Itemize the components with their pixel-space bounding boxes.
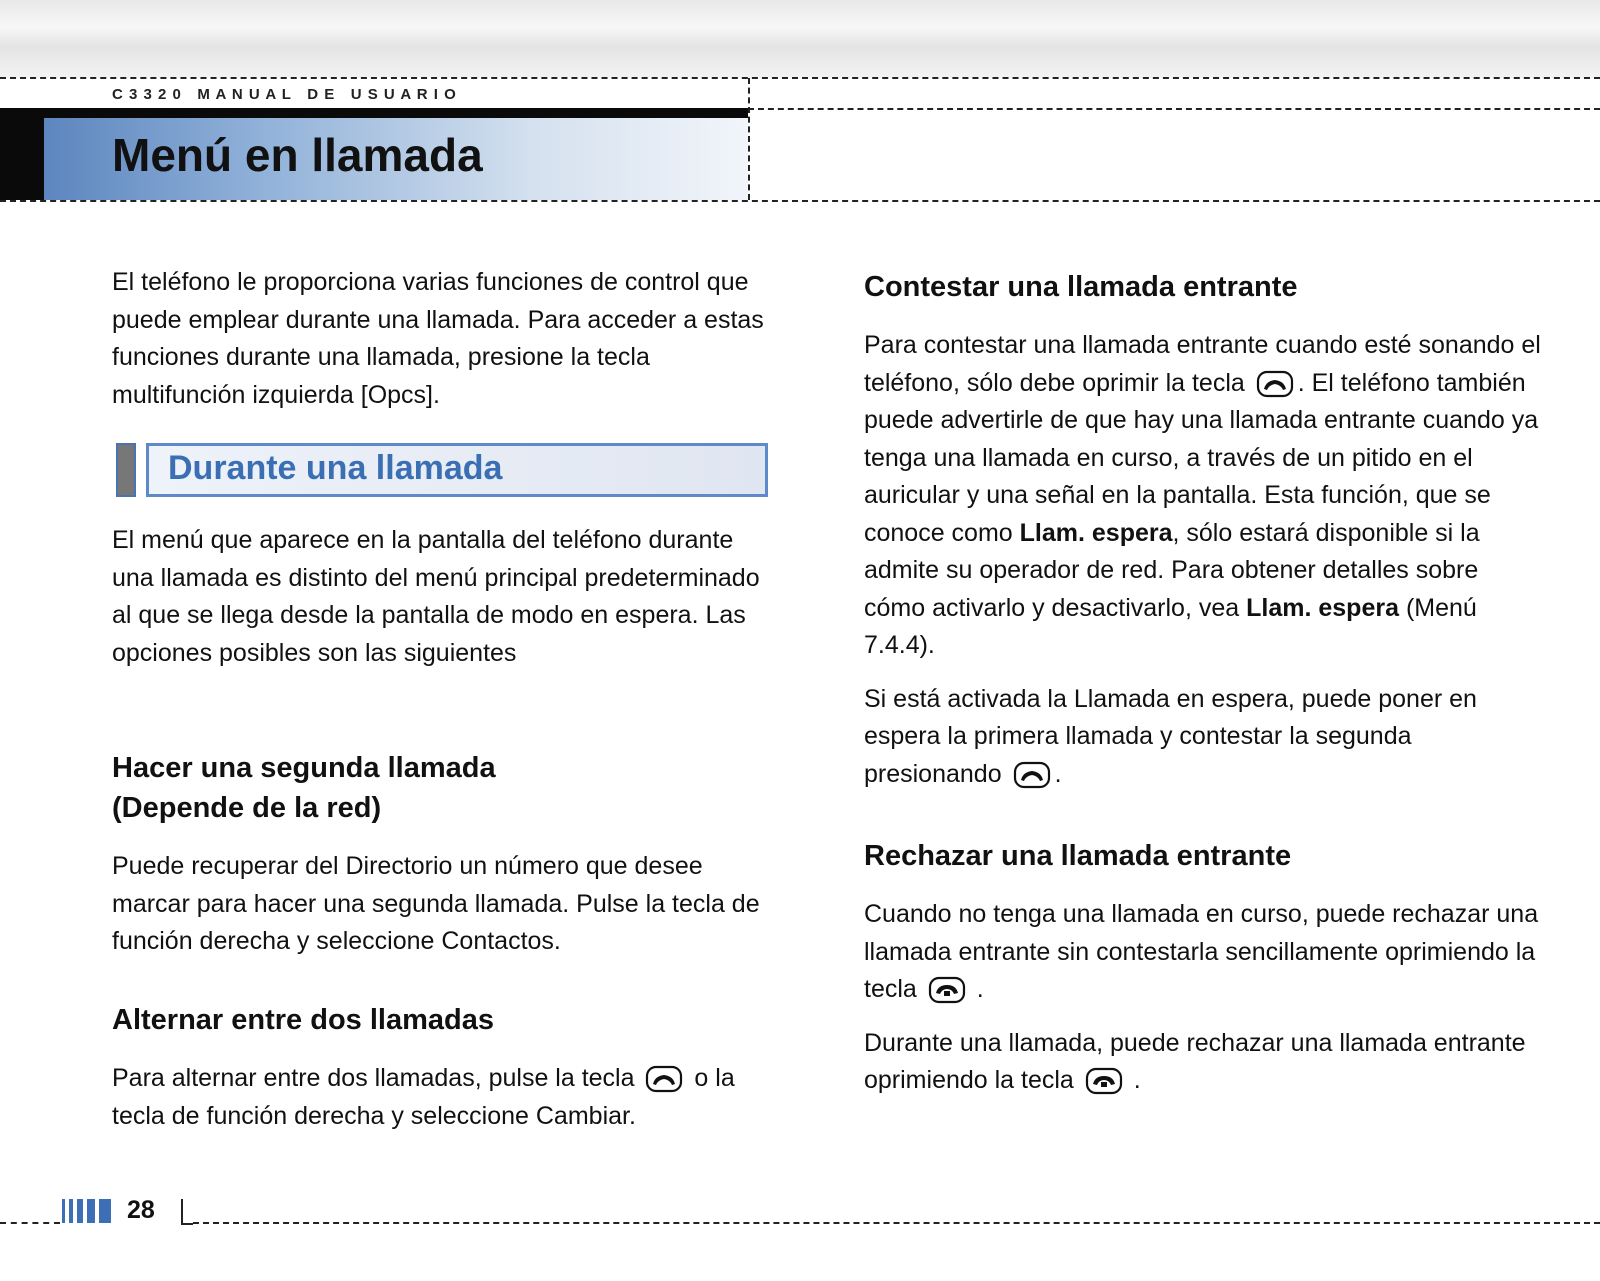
- answer-text-c: , sólo estará disponible si la admite su operador de red. Para obtener detalles sobre cómo activarlo y desactivarlo, vea: [864, 518, 1480, 622]
- answer-text-d: (Menú 7.4.4).: [864, 593, 1477, 659]
- reject-paragraph-1: [864, 896, 1544, 1009]
- header-dashed-line-bottom: [0, 200, 1600, 202]
- second-call-text: Puede recuperar del Directorio un número que desee marcar para hacer una segunda llamada. Pulse la tecla de función derecha y seleccione Contactos.: [112, 852, 760, 955]
- header-dashed-divider: [748, 78, 750, 200]
- heading-reject: Rechazar una llamada entrante: [864, 840, 1292, 872]
- answer-text-b: . El teléfono también puede advertirle de que hay una llamada entrante cuando ya tenga una llamada en curso, a través de un pitido en el auricular y una señal en la pantalla. Esta función, que se conoce como: [864, 368, 1539, 547]
- intro-text: El teléfono le proporciona varias funciones de control que puede emplear durante una llamada. Para acceder a estas funciones durante una llamada, presione la tecla multifunción izquierda [Opcs].: [112, 268, 764, 409]
- section-marker: [116, 443, 136, 497]
- heading-answer: Contestar una llamada entrante: [864, 271, 1298, 303]
- footer-bar: [87, 1199, 95, 1223]
- title-left-block: [0, 108, 44, 200]
- footer-bracket: [181, 1199, 193, 1225]
- footer-bar: [77, 1199, 83, 1223]
- switch-calls-text-b: o la tecla de función derecha y seleccione Cambiar.: [112, 1064, 735, 1130]
- section-body-text: El menú que aparece en la pantalla del teléfono durante una llamada es distinto del menú principal predeterminado al que se llega desde la pantalla de modo en espera. Las opciones posibles son las siguientes: [112, 526, 760, 667]
- heading-second-call: Hacer una segunda llamada: [112, 752, 496, 784]
- footer-bar: [69, 1199, 73, 1223]
- footer-dashed-line: [193, 1222, 1600, 1224]
- page-number: 28: [127, 1196, 155, 1224]
- header-band: [0, 0, 1600, 78]
- footer-bar: [99, 1199, 111, 1223]
- end-key-icon: [928, 975, 966, 1005]
- answer-p2-text-a: Si está activada la Llamada en espera, puede poner en espera la primera llamada y contestar la segunda presionando: [864, 684, 1477, 788]
- switch-calls-text-a: Para alternar entre dos llamadas, pulse la tecla: [112, 1064, 635, 1092]
- section-title: Durante una llamada: [168, 449, 503, 487]
- title-top-bar: [0, 108, 748, 118]
- answer-paragraph-1: [864, 327, 1544, 665]
- reject-p2-text-a: Durante una llamada, puede rechazar una llamada entrante oprimiendo la tecla: [864, 1028, 1526, 1094]
- second-call-block: [112, 748, 777, 961]
- page-title: Menú en llamada: [112, 129, 483, 181]
- reject-p2-text-b: .: [1133, 1066, 1141, 1094]
- answer-text-a: Para contestar una llamada entrante cuando esté sonando el teléfono, sólo debe oprimir la tecla: [864, 331, 1541, 397]
- reject-p1-text-b: .: [976, 975, 984, 1003]
- heading-second-call-note: (Depende de la red): [112, 792, 382, 824]
- answer-paragraph-2: [864, 681, 1544, 794]
- header-dashed-line-mid: [748, 108, 1600, 110]
- footer-bar: [62, 1199, 65, 1223]
- heading-switch-calls: Alternar entre dos llamadas: [112, 1004, 494, 1036]
- answer-p2-text-b: .: [1054, 759, 1062, 788]
- footer-dashed-line-left: [0, 1222, 60, 1224]
- section-heading-box: [116, 443, 768, 497]
- llam-espera-term-1: Llam. espera: [1019, 518, 1173, 547]
- intro-paragraph: [112, 264, 777, 414]
- switch-calls-block: [112, 1000, 777, 1135]
- reject-paragraph-2: [864, 1025, 1544, 1100]
- reject-p1-text-a: Cuando no tenga una llamada en curso, puede rechazar una llamada entrante sin contestarla sencillamente oprimiendo la tecla: [864, 900, 1539, 1003]
- header-dashed-line-top: [0, 77, 1600, 79]
- send-key-icon: [1256, 369, 1294, 399]
- manual-label: C 3 3 2 0 M A N U A L D E U S U A R I O: [112, 86, 457, 103]
- send-key-icon: [645, 1064, 683, 1094]
- switch-calls-paragraph: [112, 1060, 777, 1135]
- answer-block: [864, 267, 1544, 793]
- reject-block: [864, 836, 1544, 1100]
- send-key-icon: [1013, 760, 1051, 790]
- section-body: [112, 522, 777, 672]
- end-key-icon: [1085, 1066, 1123, 1096]
- llam-espera-term-2: Llam. espera: [1246, 593, 1399, 622]
